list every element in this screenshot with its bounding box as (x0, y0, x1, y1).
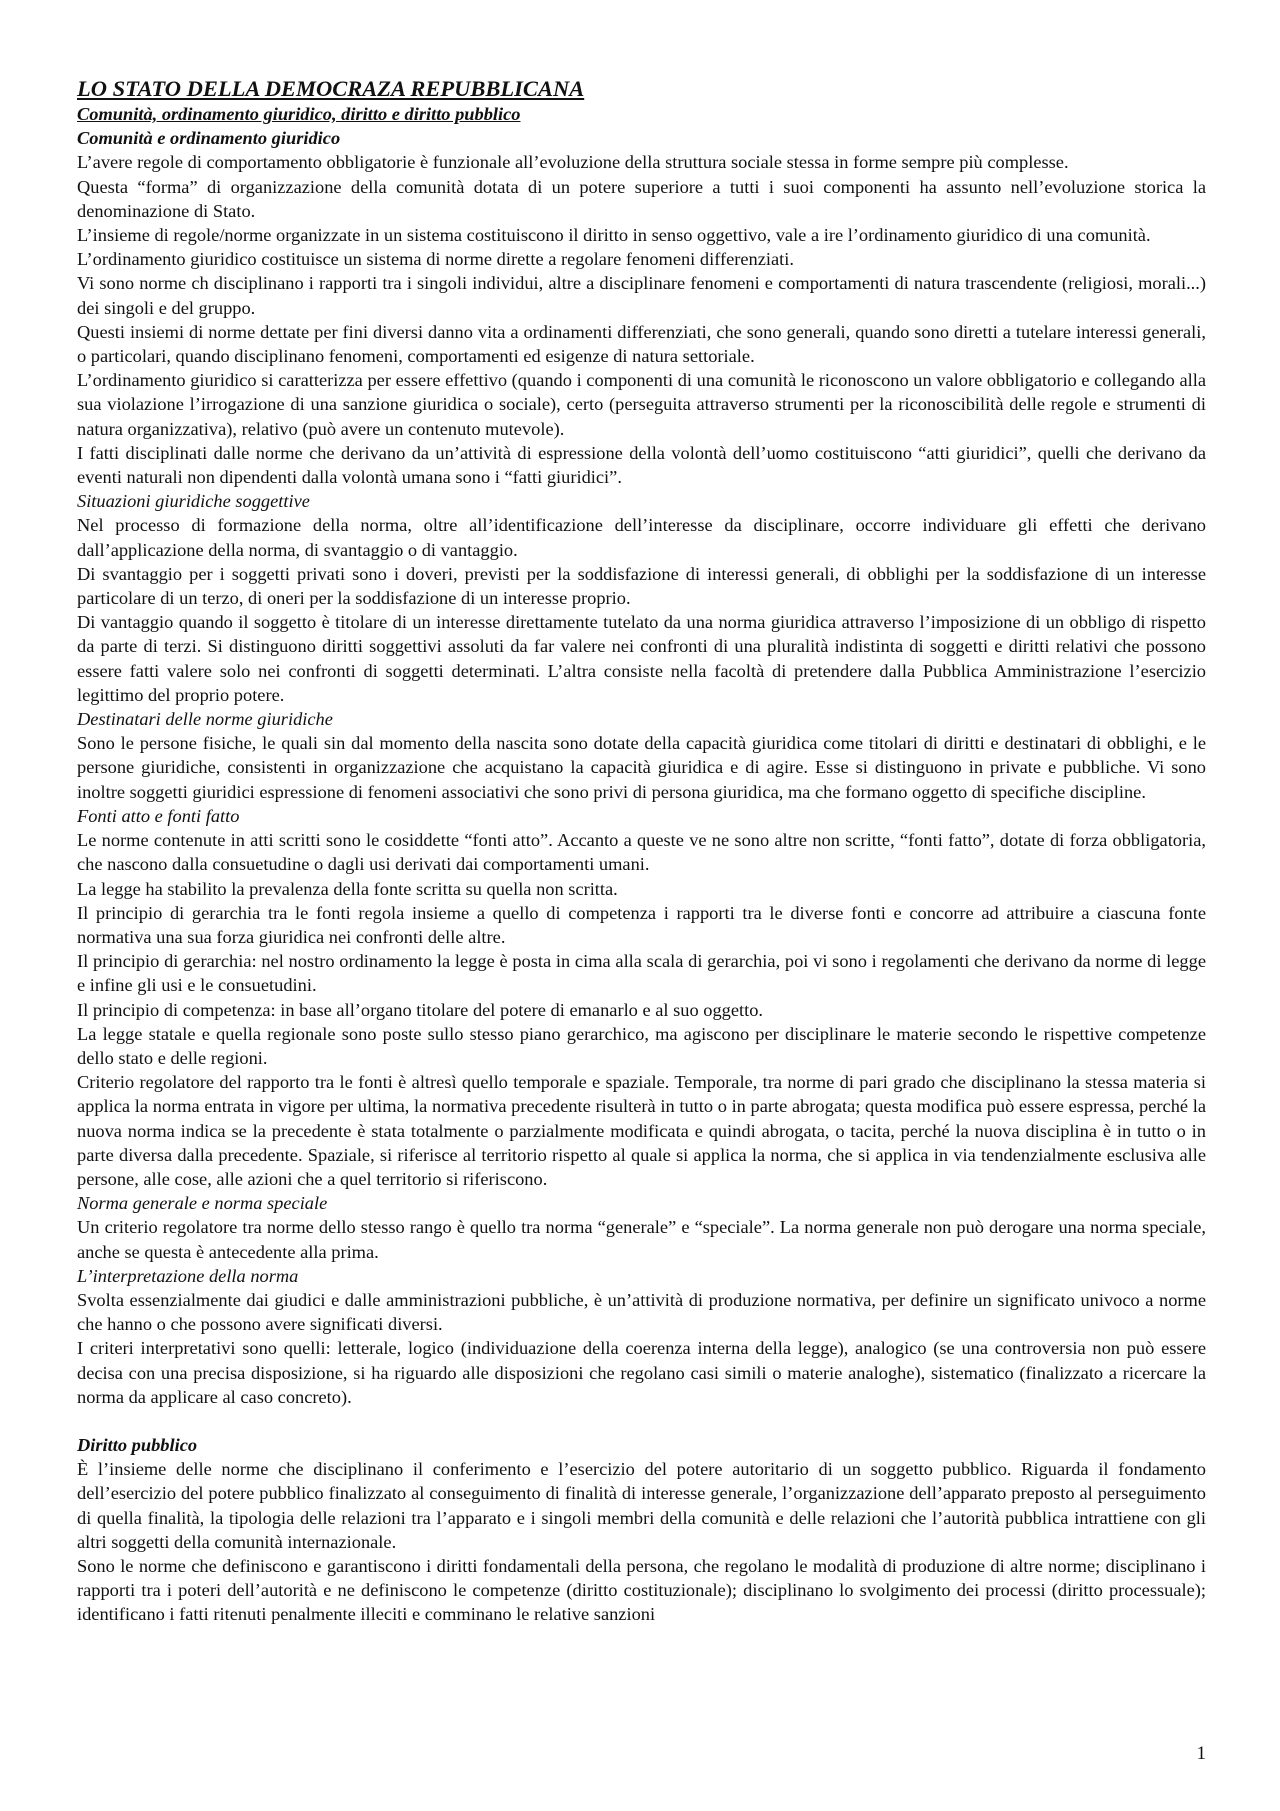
paragraph: Svolta essenzialmente dai giudici e dalle amministrazioni pubbliche, è un’attività di produzione normativa, per definire un significato univoco a norme che hanno o che possono avere significati diversi. (77, 1289, 1206, 1335)
paragraph: Il principio di gerarchia tra le fonti regola insieme a quello di competenza i rapporti tra le diverse fonti e concorre ad attribuire a ciascuna fonte normativa una sua forza giuridica nei confronti delle altre. (77, 902, 1206, 947)
paragraph: Criterio regolatore del rapporto tra le fonti è altresì quello temporale e spaziale. Temporale, tra norme di pari grado che disciplinano la stessa materia si applica la norma entrata in vigore per ultima, la normativa precedente risulterà in tutto o in parte abrogata; questa modifica può essere espressa, perché la nuova norma indica se la precedente è stata totalmente o parzialmente modificata e quindi abrogata, o tacita, perché la nuova disciplina è in tutto o in parte diversa dalla precedente. Spaziale, si riferisce al territorio rispetto al quale si applica la norma, che si applica in via tendenzialmente esclusiva alle persone, alle cose, alle azioni che a quel territorio si riferiscono. (77, 1072, 1206, 1189)
section-heading: Diritto pubblico (77, 1434, 198, 1455)
paragraph: I fatti disciplinati dalle norme che derivano da un’attività di espressione della volontà dell’uomo costituiscono “atti giuridici”, quelli che derivano da eventi naturali non dipendenti dalla volontà umana sono i “fatti giuridici”. (77, 442, 1206, 488)
paragraph: L’ordinamento giuridico si caratterizza per essere effettivo (quando i componenti di una comunità le riconoscono un valore obbligatorio e collegando alla sua violazione l’irrogazione di una sanzione giuridica o sociale), certo (perseguita attraverso strumenti per la riconoscibilità delle regole e strumenti di natura organizzativa), relativo (può avere un contenuto mutevole). (77, 370, 1206, 439)
paragraph: La legge ha stabilito la prevalenza della fonte scritta su quella non scritta. (77, 878, 618, 899)
subsection-heading: Destinatari delle norme giuridiche (77, 709, 333, 730)
subsection-heading: Norma generale e norma speciale (77, 1193, 328, 1214)
paragraph: Il principio di competenza: in base all’organo titolare del potere di emanarlo e al suo oggetto. (77, 999, 764, 1020)
paragraph: Questa “forma” di organizzazione della comunità dotata di un potere superiore a tutti i suoi componenti ha assunto nell’evoluzione storica la denominazione di Stato. (77, 176, 1206, 221)
subsection-heading: Comunità e ordinamento giuridico (77, 128, 341, 149)
paragraph: L’insieme di regole/norme organizzate in un sistema costituiscono il diritto in senso oggettivo, vale a ire l’ordinamento giuridico di una comunità. (77, 225, 1151, 246)
paragraph: Questi insiemi di norme dettate per fini diversi danno vita a ordinamenti differenziati, che sono generali, quando sono diretti a tutelare interessi generali, o particolari, quando disciplinano fenomeni, comportamenti ed esigenze di natura settoriale. (77, 321, 1206, 367)
paragraph: Sono le norme che definiscono e garantiscono i diritti fondamentali della persona, che regolano le modalità di produzione di altre norme; disciplinano i rapporti tra i poteri dell’autorità e ne definiscono le competenze (diritto costituzionale); disciplinano lo svolgimento dei processi (diritto processuale); identificano i fatti ritenuti penalmente illeciti e comminano le relative sanzioni (77, 1555, 1206, 1625)
paragraph: Vi sono norme ch disciplinano i rapporti tra i singoli individui, altre a disciplinare fenomeni e comportamenti di natura trascendente (religiosi, morali...) dei singoli e del gruppo. (77, 273, 1206, 318)
paragraph: È l’insieme delle norme che disciplinano il conferimento e l’esercizio del potere autoritario di un soggetto pubblico. Riguarda il fondamento dell’esercizio del potere pubblico finalizzato al conseguimento di finalità di interesse generale, l’organizzazione dell’apparato preposto al perseguimento di quella finalità, la tipologia delle relazioni tra l’apparato e i singoli membri della comunità e delle relazioni che l’autorità pubblica intrattiene con gli altri soggetti della comunità internazionale. (77, 1459, 1206, 1552)
paragraph: L’ordinamento giuridico costituisce un sistema di norme dirette a regolare fenomeni differenziati. (77, 249, 795, 270)
paragraph: Le norme contenute in atti scritti sono le cosiddette “fonti atto”. Accanto a queste ve ne sono altre non scritte, “fonti fatto”, dotate di forza obbligatoria, che nascono dalla consuetudine o dagli usi derivati dai comportamenti umani. (77, 830, 1206, 875)
page-number: 1 (1196, 1743, 1206, 1764)
paragraph: L’avere regole di comportamento obbligatorie è funzionale all’evoluzione della struttura sociale stessa in forme sempre più complesse. (77, 152, 1069, 173)
paragraph: Nel processo di formazione della norma, oltre all’identificazione dell’interesse da disciplinare, occorre individuare gli effetti che derivano dall’applicazione della norma, di svantaggio o di vantaggio. (77, 515, 1206, 560)
spacer (77, 1409, 1206, 1433)
subsection-heading: Situazioni giuridiche soggettive (77, 491, 310, 512)
paragraph: Di svantaggio per i soggetti privati sono i doveri, previsti per la soddisfazione di interessi generali, di obblighi per la soddisfazione di un interesse particolare di un terzo, di oneri per la soddisfazione di un interesse proprio. (77, 563, 1206, 609)
paragraph: Un criterio regolatore tra norme dello stesso rango è quello tra norma “generale” e “speciale”. La norma generale non può derogare una norma speciale, anche se questa è antecedente alla prima. (77, 1217, 1206, 1262)
paragraph: Di vantaggio quando il soggetto è titolare di un interesse direttamente tutelato da una norma giuridica attraverso l’imposizione di un obbligo di rispetto da parte di terzi. Si distinguono diritti soggettivi assoluti da far valere nei confronti di una pluralità indistinta di soggetti e diritti relativi che possono essere fatti valere solo nei confronti di soggetti determinati. L’altra consiste nella facoltà di pretendere dalla Pubblica Amministrazione l’esercizio legittimo del proprio potere. (77, 612, 1206, 705)
document-page (77, 76, 1206, 1627)
subsection-heading: Fonti atto e fonti fatto (77, 805, 240, 826)
paragraph: Il principio di gerarchia: nel nostro ordinamento la legge è posta in cima alla scala di gerarchia, poi vi sono i regolamenti che derivano da norme di legge e infine gli usi e le consuetudini. (77, 951, 1206, 996)
document-title: LO STATO DELLA DEMOCRAZA REPUBBLICANA (77, 76, 585, 101)
subsection-heading: L’interpretazione della norma (77, 1265, 299, 1286)
paragraph: Sono le persone fisiche, le quali sin dal momento della nascita sono dotate della capacità giuridica come titolari di diritti e destinatari di obblighi, e le persone giuridiche, consistenti in organizzazione che acquistano la capacità giuridica e di agire. Esse si distinguono in private e pubbliche. Vi sono inoltre soggetti giuridici espressione di fenomeni associativi che sono privi di persona giuridica, ma che formano oggetto di specifiche discipline. (77, 733, 1206, 802)
paragraph: La legge statale e quella regionale sono poste sullo stesso piano gerarchico, ma agiscono per disciplinare le materie secondo le rispettive competenze dello stato e delle regioni. (77, 1023, 1206, 1068)
paragraph: I criteri interpretativi sono quelli: letterale, logico (individuazione della coerenza interna della legge), analogico (se una controversia non può essere decisa con una precisa disposizione, si ha riguardo alle disposizioni che regolano casi simili o materie analoghe), sistematico (finalizzato a ricercare la norma da applicare al caso concreto). (77, 1338, 1206, 1407)
section-heading: Comunità, ordinamento giuridico, diritto e diritto pubblico (77, 104, 521, 124)
